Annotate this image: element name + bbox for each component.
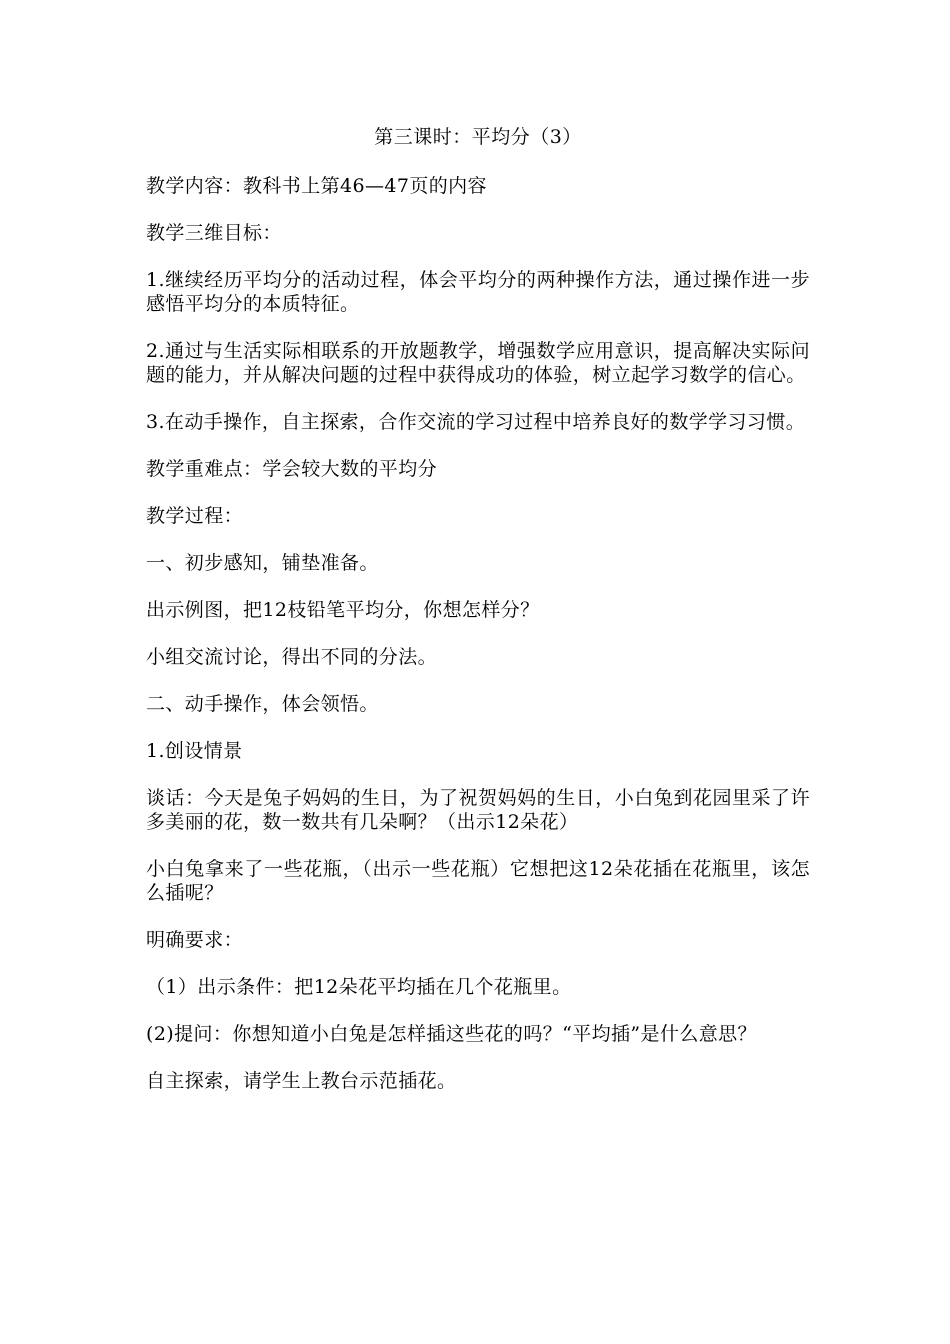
group-discussion-paragraph: 小组交流讨论，得出不同的分法。 [146,646,438,668]
condition-paragraph: （1）出示条件：把12朵花平均插在几个花瓶里。 [146,976,572,998]
requirements-heading: 明确要求： [146,929,244,951]
objectives-heading: 教学三维目标： [146,222,282,244]
document-body [146,125,810,1116]
section-2-heading: 二、动手操作，体会领悟。 [146,693,379,715]
story-paragraph: 谈话：今天是兔子妈妈的生日，为了祝贺妈妈的生日，小白兔到花园里采了许多美丽的花，数一数共有几朵啊？（出示12朵花） [146,787,810,833]
example-paragraph: 出示例图，把12枝铅笔平均分，你想怎样分？ [146,599,540,621]
subsection-1-heading: 1.创设情景 [146,740,243,762]
teaching-content: 教学内容：教科书上第46—47页的内容 [146,175,487,197]
process-heading: 教学过程： [146,505,244,527]
question-paragraph: (2)提问：你想知道小白兔是怎样插这些花的吗？“平均插”是什么意思？ [146,1023,757,1045]
objective-1: 1.继续经历平均分的活动过程，体会平均分的两种操作方法，通过操作进一步感悟平均分的本质特征。 [146,269,810,315]
vase-paragraph: 小白兔拿来了一些花瓶，（出示一些花瓶）它想把这12朵花插在花瓶里，该怎么插呢？ [146,858,810,904]
section-1-heading: 一、初步感知，铺垫准备。 [146,552,379,574]
exploration-paragraph: 自主探索，请学生上教台示范插花。 [146,1070,457,1092]
objective-2: 2.通过与生活实际相联系的开放题教学，增强数学应用意识，提高解决实际问题的能力，并从解决问题的过程中获得成功的体验，树立起学习数学的信心。 [146,340,810,386]
key-difficulty: 教学重难点：学会较大数的平均分 [146,458,438,480]
page-title: 第三课时：平均分（3） [374,126,582,148]
objective-3: 3.在动手操作，自主探索，合作交流的学习过程中培养良好的数学学习习惯。 [146,411,806,433]
